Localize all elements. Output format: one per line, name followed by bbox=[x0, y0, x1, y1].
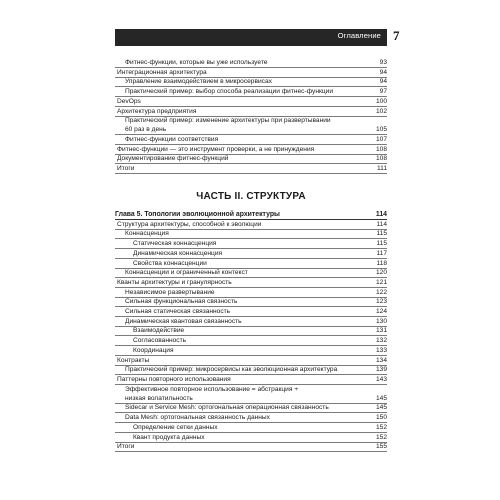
toc-entry-page: 152 bbox=[375, 433, 387, 441]
toc-entry-page: 155 bbox=[375, 443, 387, 451]
toc-entry-page: 131 bbox=[375, 327, 387, 335]
toc-entry bbox=[115, 87, 387, 97]
toc-entry bbox=[115, 97, 387, 107]
toc-entry bbox=[115, 336, 387, 346]
toc-entry-title: Согласованность bbox=[133, 337, 187, 345]
toc-entry bbox=[115, 278, 387, 288]
toc-entry-page: 124 bbox=[375, 308, 387, 315]
toc-entry-page: 145 bbox=[375, 404, 387, 412]
toc-entry bbox=[115, 229, 387, 239]
toc-entry-title: Фитнес-функции — это инструмент проверки, а не принуждения bbox=[117, 145, 315, 153]
toc-entry-page: 150 bbox=[375, 414, 387, 422]
toc-entry-page: 145 bbox=[375, 394, 387, 402]
toc-entry-page: 114 bbox=[376, 220, 387, 228]
toc-entry-page: 152 bbox=[375, 423, 387, 431]
toc-entry-page: 107 bbox=[375, 136, 387, 143]
toc-entry-page: 100 bbox=[375, 97, 387, 105]
toc-entry bbox=[115, 375, 387, 385]
toc-entry-title: Data Mesh: ортогональная связанность данных bbox=[125, 414, 270, 422]
toc-entry-page: 114 bbox=[375, 211, 387, 218]
toc-entry bbox=[115, 220, 387, 230]
toc-entry-title: Паттерны повторного использования bbox=[117, 375, 231, 383]
toc-entry-title: Итоги bbox=[117, 165, 135, 173]
toc-entry bbox=[115, 317, 387, 327]
toc-entry-title: Сильная статическая связанность bbox=[125, 308, 231, 315]
toc-entry bbox=[115, 288, 387, 298]
toc-entry bbox=[115, 442, 387, 452]
toc-entry-title: Архитектура предприятия bbox=[117, 107, 197, 115]
toc-entry bbox=[115, 413, 387, 423]
toc-entry-title: Взаимодействие bbox=[133, 327, 185, 335]
toc-entry bbox=[115, 268, 387, 278]
toc-entry-title: Кванты архитектуры и гранулярность bbox=[117, 278, 232, 286]
toc-entry-title: Квант продукта данных bbox=[133, 433, 205, 441]
toc-entry-page: 117 bbox=[376, 249, 387, 257]
toc-entry bbox=[115, 307, 387, 317]
toc-entry bbox=[115, 423, 387, 433]
toc-entry-title: Практический пример: микросервисы как эволюционная архитектура bbox=[125, 366, 338, 374]
toc-entry bbox=[115, 356, 387, 366]
toc-entry bbox=[115, 403, 387, 413]
toc-entry-title: Статическая коннасценция bbox=[133, 240, 217, 248]
toc-entry bbox=[115, 77, 387, 87]
toc-entry-page: 118 bbox=[376, 259, 387, 267]
toc-entry-page: 132 bbox=[375, 337, 387, 345]
toc-entry bbox=[115, 433, 387, 443]
toc-entry-title: Свойства коннасценции bbox=[133, 259, 207, 267]
toc-entry-title-continued: 60 раз в день bbox=[125, 126, 167, 134]
toc-entry-page: 108 bbox=[375, 145, 387, 153]
toc-entry-page: 102 bbox=[375, 107, 387, 115]
toc-entry-title: Контракты bbox=[117, 356, 150, 364]
running-header-bar bbox=[115, 29, 387, 46]
part-title: ЧАСТЬ II. СТРУКТУРА bbox=[196, 191, 306, 202]
toc-entry bbox=[115, 116, 387, 135]
toc-entry bbox=[115, 164, 387, 174]
toc-entry-page: 97 bbox=[379, 88, 387, 96]
toc-entry-page: 93 bbox=[379, 59, 387, 66]
toc-entry-title: Структура архитектуры, способной к эволюции bbox=[117, 220, 262, 228]
toc-entry-title: Динамическая коннасценция bbox=[133, 249, 223, 257]
toc-entry-title: Практический пример: выбор способа реализации фитнес-функции bbox=[125, 88, 333, 96]
toc-entry-page: 115 bbox=[376, 240, 387, 248]
toc-entry bbox=[115, 297, 387, 307]
toc-entry-title: Фитнес-функции, которые вы уже используете bbox=[125, 59, 268, 66]
toc-entry bbox=[115, 135, 387, 145]
toc-entry-title: Сильная функциональная связность bbox=[125, 298, 238, 306]
toc-entry-page: 105 bbox=[375, 126, 387, 134]
toc-entry-page: 143 bbox=[375, 375, 387, 383]
toc-entry-page: 133 bbox=[375, 346, 387, 354]
toc-entry-page: 120 bbox=[375, 269, 387, 277]
page-number: 7 bbox=[393, 28, 400, 43]
toc-entry-title: Глава 5. Топологии эволюционной архитектуры bbox=[115, 211, 280, 218]
toc-entry-title: Независимое развертывание bbox=[125, 288, 215, 296]
toc-entry bbox=[115, 68, 387, 78]
toc-entry bbox=[115, 326, 387, 336]
toc-entry-page: 115 bbox=[376, 230, 387, 238]
toc-entry-title: Фитнес-функции соответствия bbox=[125, 136, 219, 143]
toc-entry-title: Документирование фитнес-функций bbox=[117, 155, 229, 163]
toc-entry bbox=[115, 145, 387, 155]
toc-entry-title: Практический пример: изменение архитектуры при развертывании bbox=[125, 117, 331, 125]
toc-entry-title: DevOps bbox=[117, 97, 141, 105]
toc-entry-page: 121 bbox=[375, 278, 387, 286]
toc-entry-title: Определение сетки данных bbox=[133, 423, 218, 431]
toc-entry-page: 134 bbox=[375, 356, 387, 364]
toc-entry-title: Коннасценция bbox=[125, 230, 169, 238]
toc-entry-page: 123 bbox=[375, 298, 387, 306]
toc-entry-title: Динамическая квантовая связанность bbox=[125, 317, 242, 325]
toc-entry-title: Sidecar и Service Mesh: ортогональная операционная связанность bbox=[125, 404, 329, 412]
toc-entry-page: 108 bbox=[375, 155, 387, 163]
running-header-section: Оглавление bbox=[337, 31, 381, 40]
toc-entry-page: 139 bbox=[375, 366, 387, 374]
toc-entry-title: Управление взаимодействием в микросервисах bbox=[125, 78, 272, 86]
toc-entry bbox=[115, 107, 387, 117]
toc-entry bbox=[115, 365, 387, 375]
toc-entry-title: Эффективное повторное использование = абстракция + bbox=[125, 385, 299, 393]
toc-entry-title: Координация bbox=[133, 346, 174, 354]
toc-entry-title-continued: низкая волатильность bbox=[125, 394, 193, 402]
toc-entry-title: Итоги bbox=[117, 443, 135, 451]
toc-entry bbox=[115, 385, 387, 404]
toc-entry bbox=[115, 210, 387, 220]
toc-entry-page: 130 bbox=[375, 317, 387, 325]
toc-entry-page: 122 bbox=[375, 288, 387, 296]
toc-entry bbox=[115, 346, 387, 356]
toc-entry bbox=[115, 249, 387, 259]
toc-entry-title: Интеграционная архитектура bbox=[117, 68, 207, 76]
toc-entry-title: Коннасценции и ограниченный контекст bbox=[125, 269, 248, 277]
toc-entry bbox=[115, 58, 387, 68]
toc-entry bbox=[115, 154, 387, 164]
toc-entry-page: 94 bbox=[379, 68, 387, 76]
toc-entry-page: 94 bbox=[379, 78, 387, 86]
toc-entry-page: 111 bbox=[376, 165, 387, 173]
toc-entry bbox=[115, 239, 387, 249]
toc-entry bbox=[115, 259, 387, 269]
